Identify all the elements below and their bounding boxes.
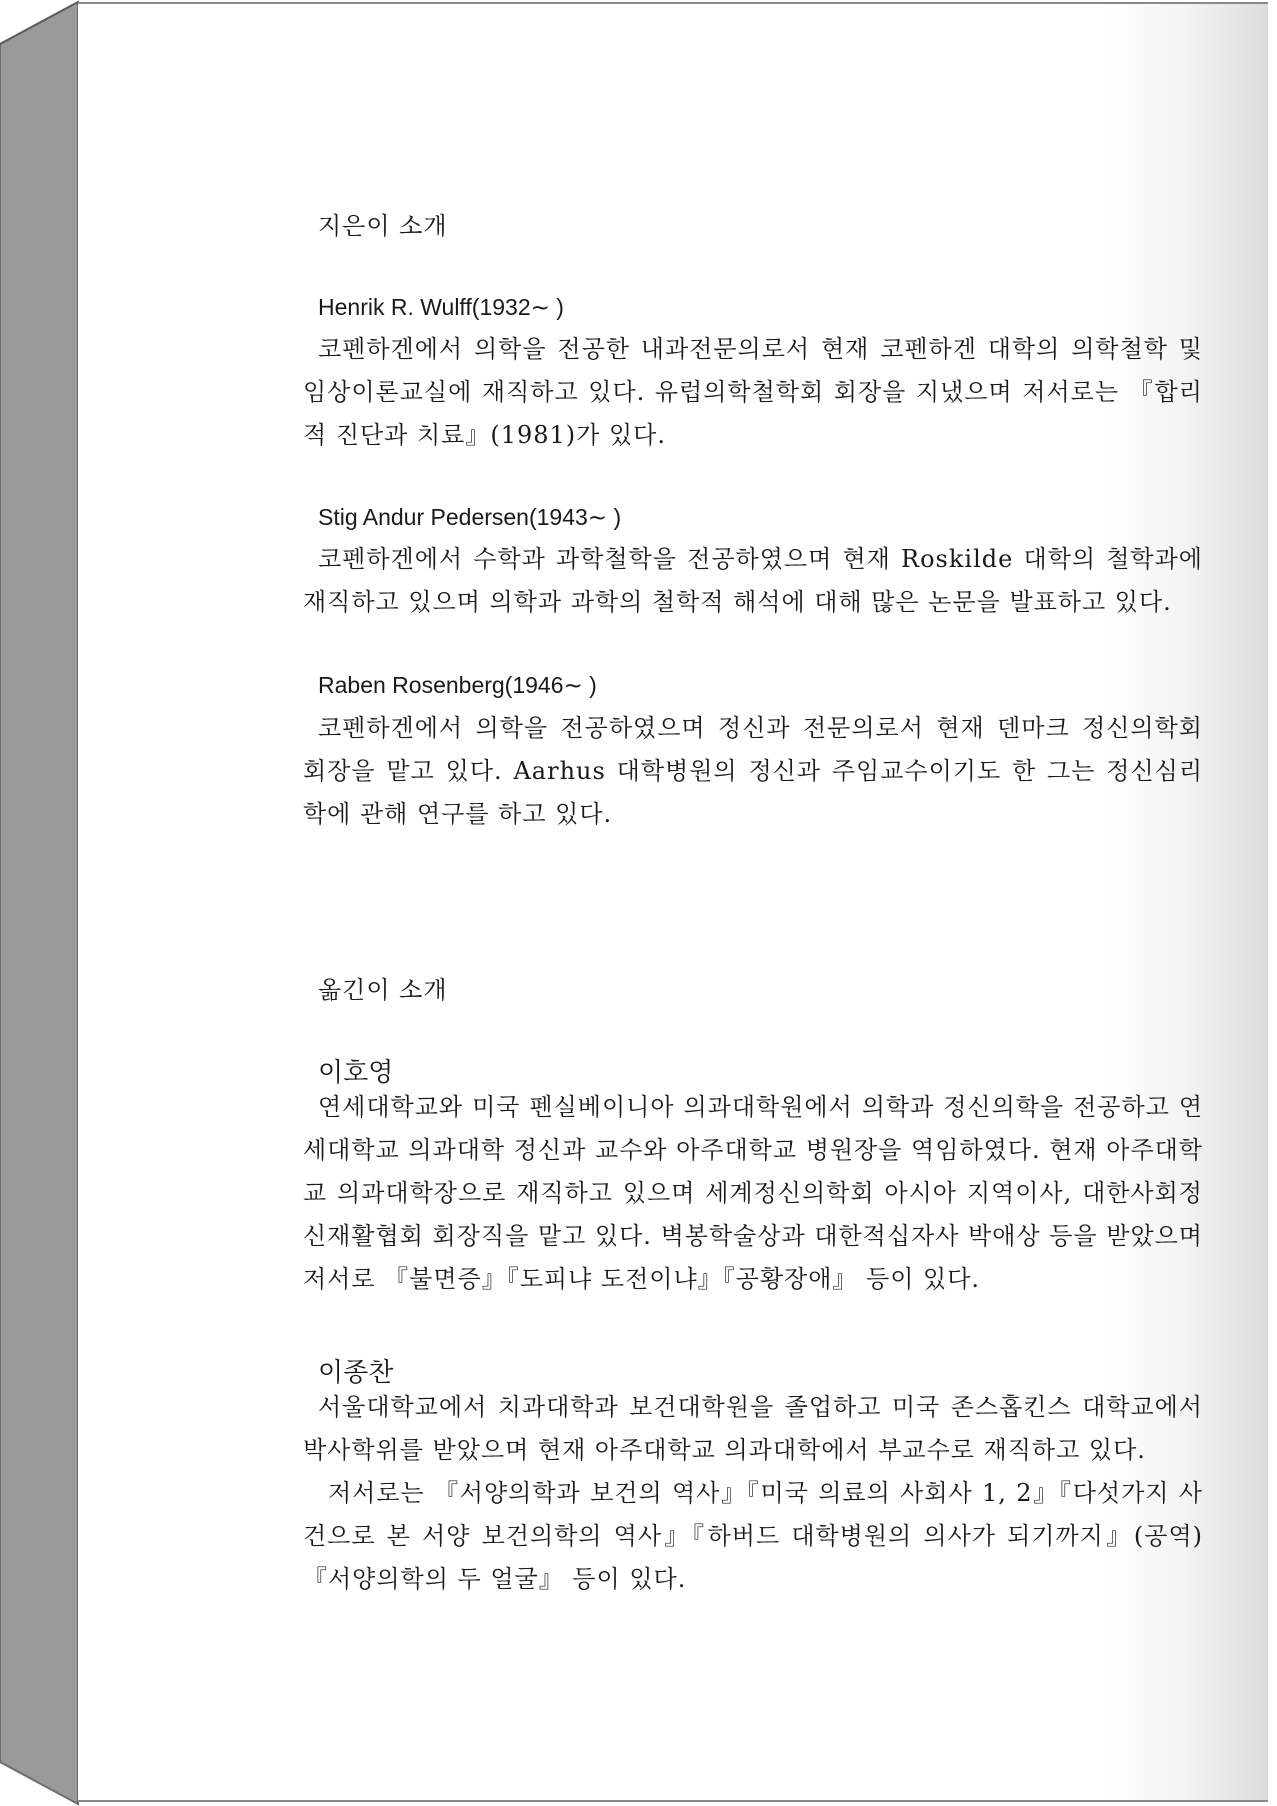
translator-bio-lee-jongchan-works: 저서로는 『서양의학과 보건의 역사』『미국 의료의 사회사 1, 2』『다섯가지 사건으로 본 서양 보건의학의 역사』『하버드 대학병원의 의사가 되기까지』(공역) 『서양의학의 두 얼굴』 등이 있다. xyxy=(303,1479,1203,1593)
translator-name-lee-hoyoung: 이호영 xyxy=(318,1057,394,1087)
author-name-pedersen: Stig Andur Pedersen(1943∼ ) xyxy=(318,504,622,530)
translator-bio-lee-hoyoung: 연세대학교와 미국 펜실베이니아 의과대학원에서 의학과 정신의학을 전공하고 연세대학교 의과대학 정신과 교수와 아주대학교 병원장을 역임하였다. 현재 아주대학교 의과대학장으로 재직하고 있으며 세계정신의학회 아시아 지역이사, 대한사회정신재활협회 회장직을 맡고 있다. 벽봉학술상과 대한적십자사 박애상 등을 받았으며 저서로 『불면증』『도피냐 도전이냐』『공황장애』 등이 있다. xyxy=(303,1093,1203,1293)
book-page xyxy=(78,2,1268,1802)
author-bio-wulff: 코펜하겐에서 의학을 전공한 내과전문의로서 현재 코펜하겐 대학의 의학철학 및 임상이론교실에 재직하고 있다. 유럽의학철학회 회장을 지냈으며 저서로는 『합리적 진단과 치료』(1981)가 있다. xyxy=(303,335,1203,449)
translator-bio-lee-jongchan: 서울대학교에서 치과대학과 보건대학원을 졸업하고 미국 존스홉킨스 대학교에서 박사학위를 받았으며 현재 아주대학교 의과대학에서 부교수로 재직하고 있다. xyxy=(303,1393,1203,1464)
author-bio-rosenberg: 코펜하겐에서 의학을 전공하였으며 정신과 전문의로서 현재 덴마크 정신의학회 회장을 맡고 있다. Aarhus 대학병원의 정신과 주임교수이기도 한 그는 정신심리학에 관해 연구를 하고 있다. xyxy=(303,714,1203,828)
author-section-heading: 지은이 소개 xyxy=(318,212,448,240)
author-name-wulff: Henrik R. Wulff(1932∼ ) xyxy=(318,294,564,320)
translator-name-lee-jongchan: 이종찬 xyxy=(318,1357,394,1387)
author-name-rosenberg: Raben Rosenberg(1946∼ ) xyxy=(318,672,597,698)
translator-section-heading: 옮긴이 소개 xyxy=(318,976,448,1004)
book-spine-edge xyxy=(0,0,80,1806)
author-bio-pedersen: 코펜하겐에서 수학과 과학철학을 전공하였으며 현재 Roskilde 대학의 철학과에 재직하고 있으며 의학과 과학의 철학적 해석에 대해 많은 논문을 발표하고 있다. xyxy=(303,545,1203,616)
